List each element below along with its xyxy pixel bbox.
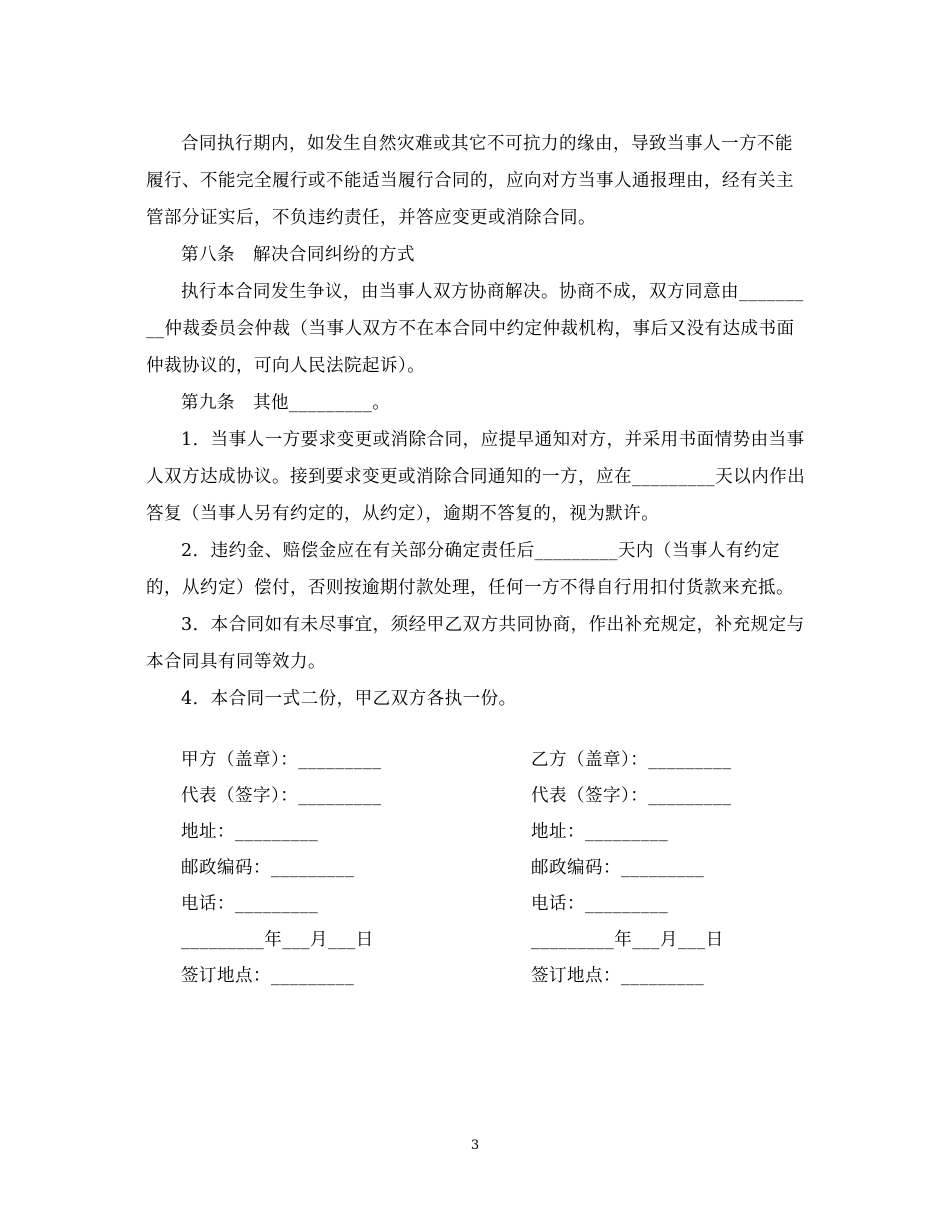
- party-b-signing-location: 签订地点：_________: [531, 966, 705, 986]
- party-b-address: 地址：_________: [531, 822, 669, 842]
- article-8-heading: 第八条 解决合同纠纷的方式: [181, 245, 415, 265]
- dispute-resolution-paragraph: 执行本合同发生争议，由当事人双方协商解决。协商不成，双方同意由_________仲裁委员会仲裁（当事人双方不在本合同中约定仲裁机构，事后又没有达成书面仲裁协议的，可向人民法院起诉）。: [146, 282, 804, 376]
- signature-block: [0, 742, 950, 994]
- signature-row-postcode: [0, 850, 950, 886]
- clause-4-paragraph: 4．本合同一式二份，甲乙双方各执一份。: [181, 689, 517, 709]
- clause-3-paragraph: 3．本合同如有未尽事宜，须经甲乙双方共同协商，作出补充规定，补充规定与本合同具有同等效力。: [146, 615, 805, 672]
- party-a-date: _________年___月___日: [181, 930, 374, 950]
- party-a-postcode: 邮政编码：_________: [181, 858, 355, 878]
- clause-2-paragraph: 2．违约金、赔偿金应在有关部分确定责任后_________天内（当事人有约定的，从约定）偿付，否则按逾期付款处理，任何一方不得自行用扣付货款来充抵。: [146, 541, 794, 598]
- force-majeure-paragraph: 合同执行期内，如发生自然灾难或其它不可抗力的缘由，导致当事人一方不能履行、不能完全履行或不能适当履行合同的，应向对方当事人通报理由，经有关主管部分证实后，不负违约责任，并答应变更或消除合同。: [146, 134, 794, 228]
- party-a-phone: 电话：_________: [181, 894, 319, 914]
- signature-row-seal: [0, 742, 950, 778]
- party-b-seal: 乙方（盖章）：_________: [531, 750, 732, 770]
- party-a-seal: 甲方（盖章）：_________: [181, 750, 382, 770]
- party-a-signing-location: 签订地点：_________: [181, 966, 355, 986]
- signature-row-address: [0, 814, 950, 850]
- party-a-representative: 代表（签字）：_________: [181, 786, 382, 806]
- signature-row-phone: [0, 886, 950, 922]
- contract-body: [146, 126, 808, 718]
- page-number: 3: [470, 1138, 480, 1153]
- party-b-postcode: 邮政编码：_________: [531, 858, 705, 878]
- party-b-date: _________年___月___日: [531, 930, 724, 950]
- clause-1-paragraph: 1．当事人一方要求变更或消除合同，应提早通知对方，并采用书面情势由当事人双方达成协议。接到要求变更或消除合同通知的一方，应在_________天以内作出答复（当事人另有约定的，从约定），逾期不答复的，视为默许。: [146, 430, 806, 524]
- article-9-heading: 第九条 其他_________。: [181, 393, 391, 413]
- signature-row-location: [0, 958, 950, 994]
- signature-row-date: [0, 922, 950, 958]
- signature-row-representative: [0, 778, 950, 814]
- party-b-representative: 代表（签字）：_________: [531, 786, 732, 806]
- party-a-address: 地址：_________: [181, 822, 319, 842]
- party-b-phone: 电话：_________: [531, 894, 669, 914]
